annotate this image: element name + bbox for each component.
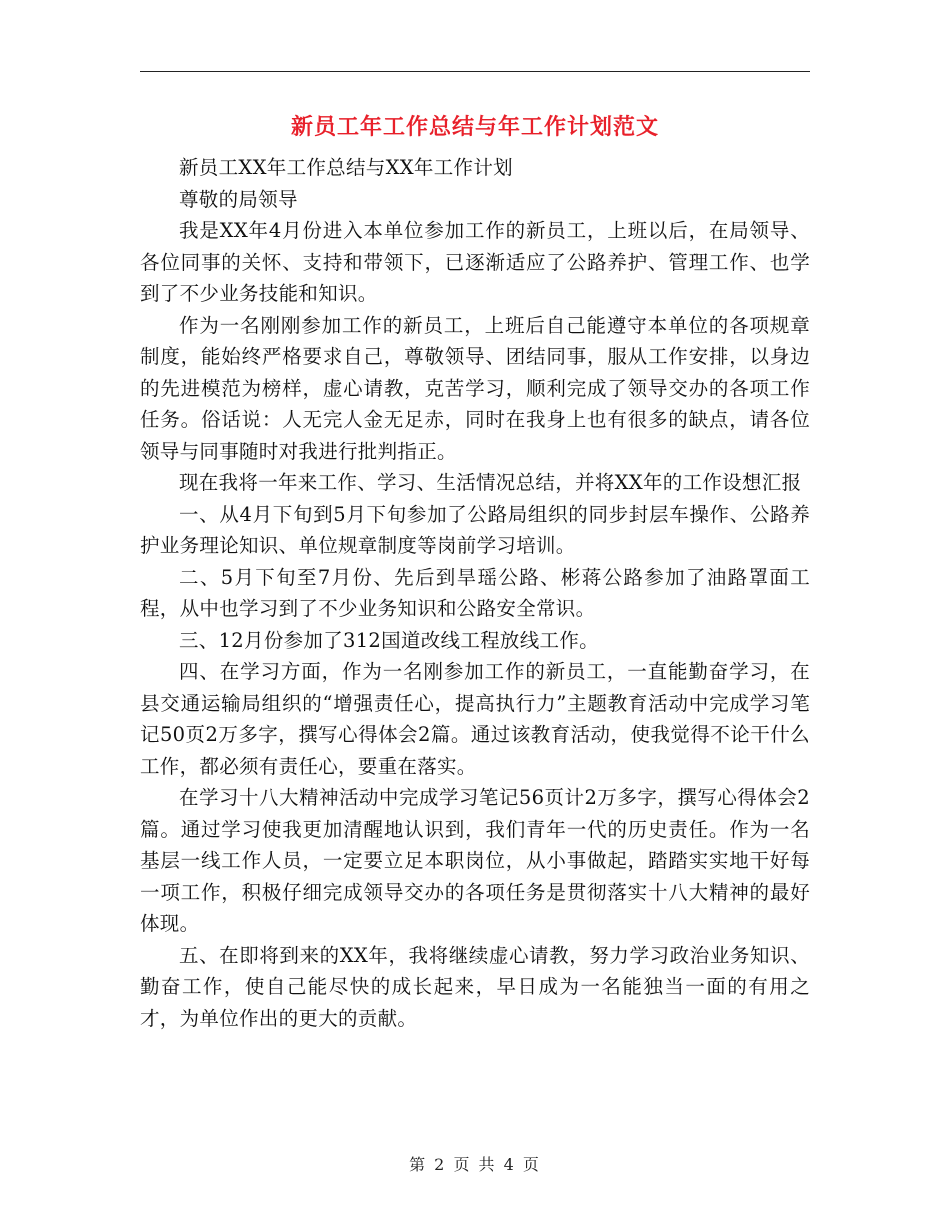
- paragraph-intro: 我是XX年4月份进入本单位参加工作的新员工，上班以后，在局领导、各位同事的关怀、支持和带领下，已逐渐适应了公路养护、管理工作、也学到了不少业务技能和知识。: [140, 219, 810, 305]
- document-title: 新员工年工作总结与年工作计划范文: [290, 114, 659, 140]
- document-body: [140, 152, 810, 1034]
- paragraph-subtitle: 新员工XX年工作总结与XX年工作计划: [179, 156, 513, 179]
- paragraph-item-2: 二、5月下旬至7月份、先后到旱瑶公路、彬蒋公路参加了油路罩面工程，从中也学习到了不少业务知识和公路安全常识。: [140, 565, 810, 620]
- paragraph-item-4-cont: 在学习十八大精神活动中完成学习笔记56页计2万多字，撰写心得体会2篇。通过学习使我更加清醒地认识到，我们青年一代的历史责任。作为一名基层一线工作人员，一定要立足本职岗位，从小事做起，踏踏实实地干好每一项工作，积极仔细完成领导交办的各项任务是贯彻落实十八大精神的最好体现。: [140, 786, 810, 935]
- paragraph-conduct: 作为一名刚刚参加工作的新员工，上班后自己能遵守本单位的各项规章制度，能始终严格要求自己，尊敬领导、团结同事，服从工作安排，以身边的先进模范为榜样，虚心请教，克苦学习，顺利完成了领导交办的各项工作任务。俗话说：人无完人金无足赤，同时在我身上也有很多的缺点，请各位领导与同事随时对我进行批判指正。: [140, 313, 810, 463]
- paragraph-item-5: 五、在即将到来的XX年，我将继续虚心请教，努力学习政治业务知识、勤奋工作，使自己能尽快的成长起来，早日成为一名能独当一面的有用之才，为单位作出的更大的贡献。: [140, 943, 810, 1030]
- paragraph-summary-lead: 现在我将一年来工作、学习、生活情况总结，并将XX年的工作设想汇报: [179, 471, 802, 494]
- paragraph-salutation: 尊敬的局领导: [179, 187, 298, 211]
- paragraph-item-1: 一、从4月下旬到5月下旬参加了公路局组织的同步封层车操作、公路养护业务理论知识、单位规章制度等岗前学习培训。: [140, 502, 810, 557]
- paragraph-item-4: 四、在学习方面，作为一名刚参加工作的新员工，一直能勤奋学习，在县交通运输局组织的“增强责任心，提高执行力”主题教育活动中完成学习笔记50页2万多字，撰写心得体会2篇。通过该教育活动，使我觉得不论干什么工作，都必须有责任心，要重在落实。: [140, 660, 810, 778]
- paragraph-item-3: 三、12月份参加了312国道改线工程放线工作。: [179, 628, 599, 652]
- header-rule: [140, 71, 810, 72]
- page-number: 第 2 页 共 4 页: [409, 1155, 541, 1174]
